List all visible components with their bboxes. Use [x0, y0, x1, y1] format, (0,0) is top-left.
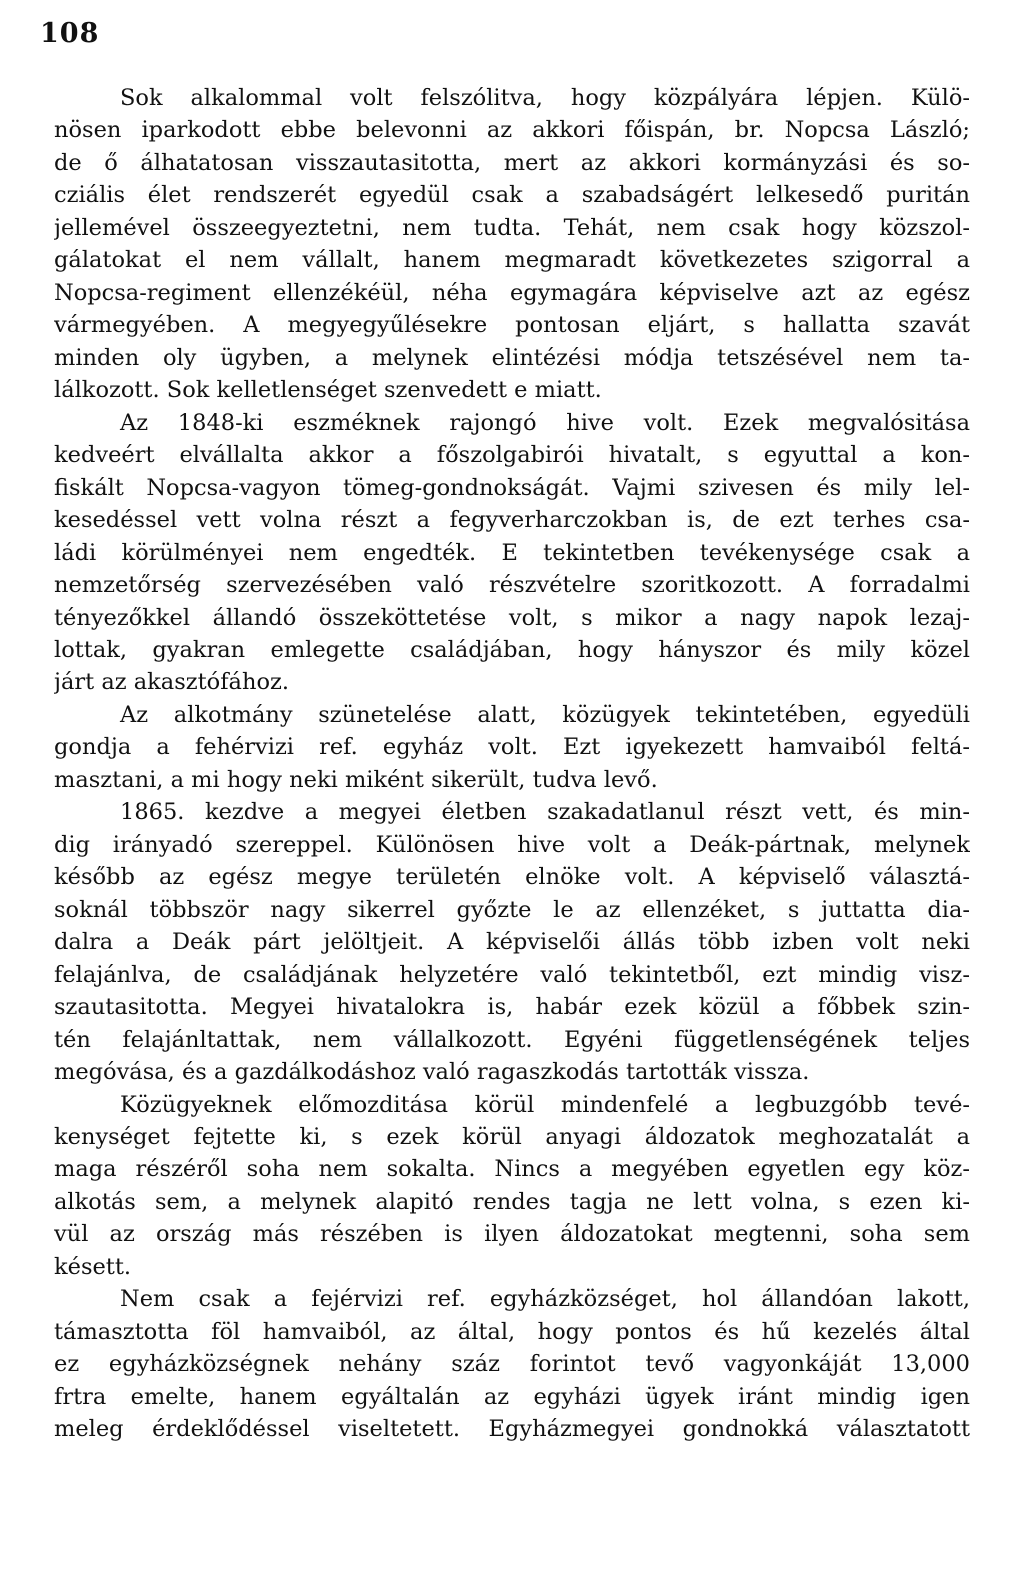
text-line: soknál többször nagy sikerrel győzte le az ellenzéket, s juttatta dia-	[54, 896, 970, 923]
text-line: jellemével összeegyeztetni, nem tudta. Tehát, nem csak hogy közszol-	[54, 214, 970, 241]
text-line: kedveért elvállalta akkor a főszolgabirói hivatalt, s egyuttal a kon-	[54, 442, 970, 469]
text-line: minden oly ügyben, a melynek elintézési módja tetszésével nem ta-	[54, 344, 970, 371]
text-line: vármegyében. A megyegyűlésekre pontosan eljárt, s hallatta szavát	[54, 312, 970, 339]
text-line: kesedéssel vett volna részt a fegyverharczokban is, de ezt terhes csa-	[54, 507, 970, 534]
text-line: járt az akasztófához.	[54, 669, 289, 696]
page-number: 108	[40, 18, 100, 49]
text-line: felajánlva, de családjának helyzetére való tekintetből, ezt mindig visz-	[54, 961, 970, 988]
text-line: 1865. kezdve a megyei életben szakadatlanul részt vett, és min-	[120, 799, 970, 826]
text-line: frtra emelte, hanem egyáltalán az egyházi ügyek iránt mindig igen	[54, 1383, 970, 1410]
text-line: cziális élet rendszerét egyedül csak a szabadságért lelkesedő puritán	[54, 182, 970, 209]
text-line: késett.	[54, 1253, 132, 1280]
text-line: masztani, a mi hogy neki miként sikerült, tudva levő.	[54, 766, 658, 793]
text-line: nösen iparkodott ebbe belevonni az akkori főispán, br. Nopcsa László;	[54, 117, 970, 144]
text-line: alkotás sem, a melynek alapitó rendes tagja ne lett volna, s ezen ki-	[54, 1188, 970, 1215]
text-line: lálkozott. Sok kelletlenséget szenvedett e miatt.	[54, 377, 602, 404]
text-line: Közügyeknek előmozditása körül mindenfelé a legbuzgóbb tevé-	[120, 1091, 970, 1118]
text-line: meleg érdeklődéssel viseltetett. Egyházmegyei gondnokká választatott	[54, 1416, 970, 1443]
text-line: dig irányadó szereppel. Különösen hive volt a Deák-pártnak, melynek	[54, 831, 970, 858]
text-line: kenységet fejtette ki, s ezek körül anyagi áldozatok meghozatalát a	[54, 1124, 970, 1150]
text-line: maga részéről soha nem sokalta. Nincs a megyében egyetlen egy köz-	[54, 1156, 970, 1183]
text-line: ládi körülményei nem engedték. E tekintetben tevékenysége csak a	[54, 539, 970, 566]
body-text	[54, 82, 970, 1446]
text-line: Nopcsa-regiment ellenzékéül, néha egymagára képviselve azt az egész	[54, 279, 970, 306]
text-line: gondja a fehérvizi ref. egyház volt. Ezt igyekezett hamvaiból feltá-	[54, 734, 970, 761]
text-line: vül az ország más részében is ilyen áldozatokat megtenni, soha sem	[54, 1221, 970, 1248]
text-line: de ő álhatatosan visszautasitotta, mert az akkori kormányzási és so-	[54, 149, 970, 176]
text-line: tén felajánltattak, nem vállalkozott. Egyéni függetlenségének teljes	[54, 1026, 970, 1053]
text-line: tényezőkkel állandó összeköttetése volt, s mikor a nagy napok lezaj-	[54, 604, 970, 631]
text-line: gálatokat el nem vállalt, hanem megmaradt következetes szigorral a	[54, 247, 970, 274]
text-line: Nem csak a fejérvizi ref. egyházközséget, hol állandóan lakott,	[120, 1286, 970, 1313]
text-line: ez egyházközségnek nehány száz forintot tevő vagyonkáját 13,000	[54, 1351, 970, 1378]
text-line: Az 1848-ki eszméknek rajongó hive volt. Ezek megvalósitása	[120, 409, 970, 436]
text-line: Sok alkalommal volt felszólitva, hogy közpályára lépjen. Külö-	[120, 85, 970, 111]
text-line: lottak, gyakran emlegette családjában, hogy hányszor és mily közel	[54, 636, 970, 663]
text-line: támasztotta föl hamvaiból, az által, hogy pontos és hű kezelés által	[54, 1318, 970, 1345]
text-line: szautasitotta. Megyei hivatalokra is, habár ezek közül a főbbek szin-	[54, 994, 970, 1021]
text-line: Az alkotmány szünetelése alatt, közügyek tekintetében, egyedüli	[120, 701, 970, 728]
text-line: dalra a Deák párt jelöltjeit. A képviselői állás több izben volt neki	[54, 929, 970, 956]
text-line: később az egész megye területén elnöke volt. A képviselő választá-	[54, 864, 970, 891]
text-line: megóvása, és a gazdálkodáshoz való ragaszkodás tartották vissza.	[54, 1059, 810, 1086]
text-line: fiskált Nopcsa-vagyon tömeg-gondnokságát. Vajmi szivesen és mily lel-	[54, 474, 970, 501]
text-line: nemzetőrség szervezésében való részvételre szoritkozott. A forradalmi	[54, 572, 970, 599]
